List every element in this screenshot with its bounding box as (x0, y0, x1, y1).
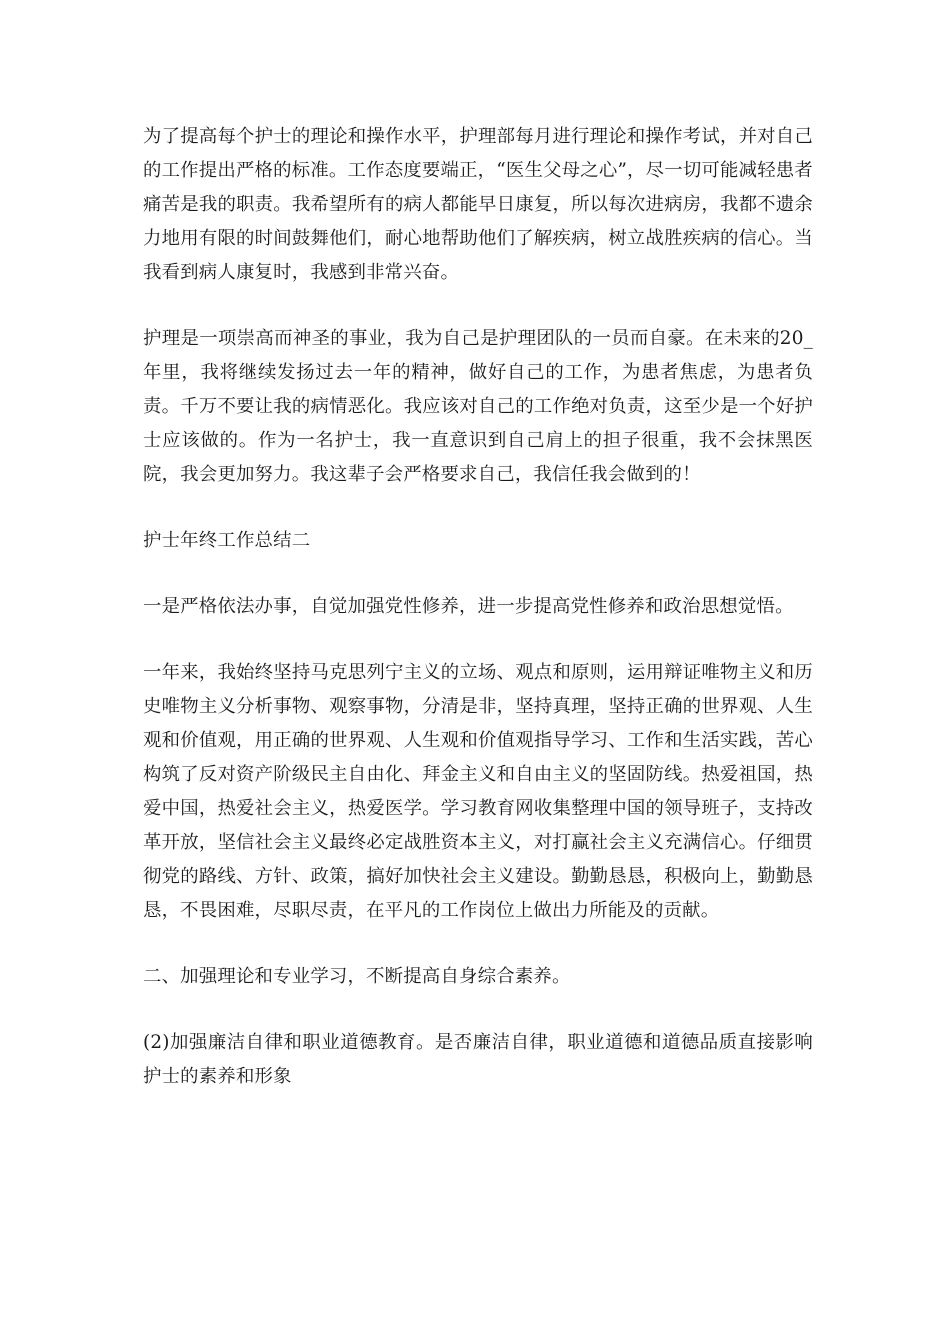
paragraph-nursing-standards: 为了提高每个护士的理论和操作水平，护理部每月进行理论和操作考试，并对自己的工作提出严格的标准。工作态度要端正，“医生父母之心”，尽一切可能减轻患者痛苦是我的职责。我希望所有的病人都能早日康复，所以每次进病房，我都不遗余力地用有限的时间鼓舞他们，耐心地帮助他们了解疾病，树立战胜疾病的信心。当我看到病人康复时，我感到非常兴奋。 (143, 126, 813, 283)
paragraph-nursing-career: 护理是一项崇高而神圣的事业，我为自己是护理团队的一员而自豪。在未来的20_年里，我将继续发扬过去一年的精神，做好自己的工作，为患者焦虑，为患者负责。千万不要让我的病情恶化。我应该对自己的工作绝对负责，这至少是一个好护士应该做的。作为一名护士，我一直意识到自己肩上的担子很重，我不会抹黑医院，我会更加努力。我这辈子会严格要求自己，我信任我会做到的！ (143, 328, 813, 485)
paragraph-political-stance: 一年来，我始终坚持马克思列宁主义的立场、观点和原则，运用辩证唯物主义和历史唯物主义分析事物、观察事物，分清是非，坚持真理，坚持正确的世界观、人生观和价值观，用正确的世界观、人生观和价值观指导学习、工作和生活实践，苦心构筑了反对资产阶级民主自由化、拜金主义和自由主义的坚固防线。热爱祖国，热爱中国，热爱社会主义，热爱医学。学习教育网收集整理中国的领导班子，支持改革开放，坚信社会主义最终必定战胜资本主义，对打赢社会主义充满信心。仔细贯彻党的路线、方针、政策，搞好加快社会主义建设。勤勤恳恳，积极向上，勤勤恳恳，不畏困难，尽职尽责，在平凡的工作岗位上做出力所能及的贡献。 (143, 662, 813, 921)
paragraph-integrity-education: (2)加强廉洁自律和职业道德教育。是否廉洁自律，职业道德和道德品质直接影响护士的素养和形象 (143, 1032, 813, 1087)
section-heading-summary-two: 护士年终工作总结二 (143, 530, 311, 551)
paragraph-point-two: 二、加强理论和专业学习，不断提高自身综合素养。 (143, 966, 571, 987)
document-body (143, 120, 813, 1126)
paragraph-point-one: 一是严格依法办事，自觉加强党性修养，进一步提高党性修养和政治思想觉悟。 (143, 596, 794, 617)
